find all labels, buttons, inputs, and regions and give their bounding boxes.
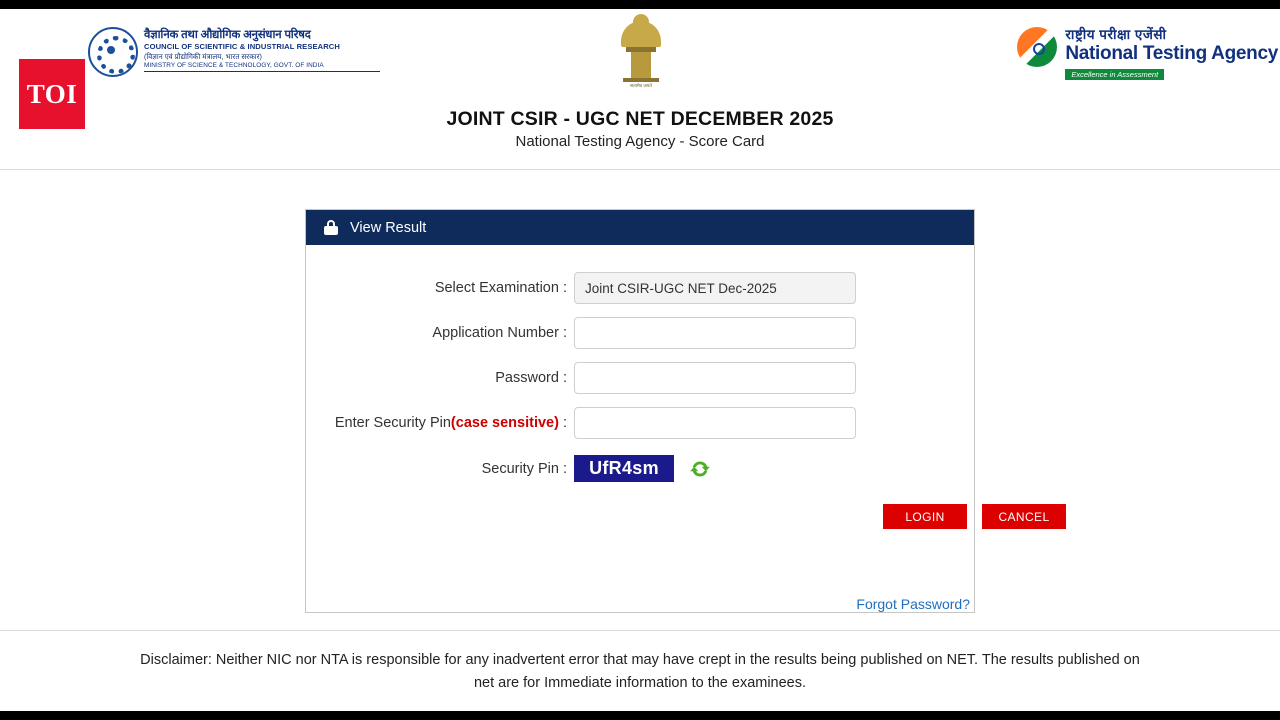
emblem-pillar: [631, 52, 651, 78]
nta-logo-english: National Testing Agency: [1065, 43, 1278, 64]
card-action-buttons: [883, 504, 1050, 529]
select-examination-input[interactable]: [574, 272, 856, 304]
csir-logo-hindi: वैज्ञानिक तथा औद्योगिक अनुसंधान परिषद: [144, 29, 311, 41]
csir-logo-english-line1: COUNCIL OF SCIENTIFIC & INDUSTRIAL RESEARCH: [144, 42, 340, 51]
csir-logo-divider: [144, 71, 380, 72]
nta-logo-tagline: Excellence in Assessment: [1065, 69, 1164, 80]
cancel-button[interactable]: CANCEL: [982, 504, 1066, 529]
row-security-pin-display: [306, 455, 974, 482]
nta-chakra-icon: [1017, 27, 1057, 67]
lock-icon: [324, 220, 338, 235]
page-subtitle: National Testing Agency - Score Card: [515, 133, 765, 150]
emblem-base: [623, 78, 659, 82]
nta-logo-hindi: राष्ट्रीय परीक्षा एजेंसी: [1065, 27, 1167, 42]
label-security-pin-display: Security Pin :: [481, 460, 567, 477]
csir-logo: [88, 27, 380, 77]
csir-logo-english-line2: (विज्ञान एवं प्रौद्योगिकी मंत्रालय, भारत सरकार): [144, 51, 262, 61]
row-password: [306, 362, 974, 394]
label-select-examination: Select Examination :: [434, 280, 567, 296]
disclaimer-line2: net are for Immediate information to the examinees.: [473, 675, 807, 691]
forgot-password-link[interactable]: Forgot Password?: [856, 596, 970, 612]
card-title: View Result: [350, 219, 427, 236]
toi-watermark-logo: TOI: [19, 59, 85, 129]
login-button[interactable]: LOGIN: [883, 504, 967, 529]
card-body: [306, 245, 1050, 612]
label-security-pin-entry: [306, 415, 574, 431]
row-select-examination: [306, 272, 974, 304]
card-header: [306, 210, 974, 245]
row-application-number: [306, 317, 974, 349]
site-header: [0, 9, 1280, 170]
nta-logo-text: [1065, 27, 1278, 82]
page-title: JOINT CSIR - UGC NET DECEMBER 2025: [446, 108, 834, 130]
csir-logo-text: [144, 27, 380, 72]
disclaimer-line1: Disclaimer: Neither NIC nor NTA is responsible for any inadvertent error that may have crept in the results being published on NET. The results published on: [140, 652, 1140, 668]
label-security-pin-text: Enter Security Pin: [334, 415, 451, 431]
application-number-input[interactable]: [574, 317, 856, 349]
india-state-emblem-icon: [614, 21, 668, 99]
row-security-pin-entry: [306, 407, 974, 439]
password-input[interactable]: [574, 362, 856, 394]
security-pin-input[interactable]: [574, 407, 856, 439]
csir-logo-english-line3: MINISTRY OF SCIENCE & TECHNOLOGY, GOVT. OF INDIA: [144, 62, 324, 69]
top-black-bar: [0, 0, 1280, 9]
label-application-number: Application Number :: [432, 325, 567, 341]
label-security-pin-colon: :: [558, 415, 567, 431]
label-password: Password :: [495, 370, 567, 386]
emblem-lions: [621, 21, 661, 47]
csir-emblem-icon: [88, 27, 138, 77]
nta-logo: [1017, 27, 1278, 82]
bottom-black-bar: [0, 711, 1280, 720]
captcha-image: UfR4sm: [574, 455, 674, 482]
emblem-motto: सत्यमेव जयते: [630, 83, 652, 88]
label-case-sensitive: (case sensitive): [450, 415, 559, 431]
refresh-icon[interactable]: [688, 457, 712, 481]
view-result-card: [305, 209, 1050, 613]
disclaimer: [0, 630, 1280, 695]
